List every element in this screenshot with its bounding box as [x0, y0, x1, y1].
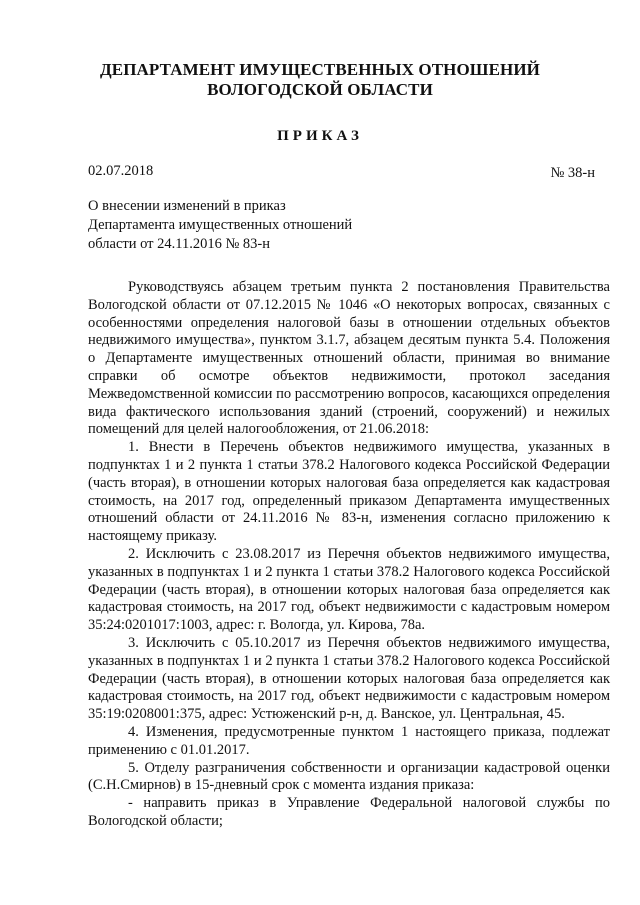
document-title: ПРИКАЗ	[277, 128, 363, 144]
clause-paragraph: 2. Исключить с 23.08.2017 из Перечня объектов недвижимого имущества, указанных в подпунктах 1 и 2 пункта 1 статьи 378.2 Налогового кодекса Российской Федерации (часть вторая), в отношении которых налоговая база определяется как кадастровая стоимость, на 2017 год, объект недвижимости с кадастровым номером 35:24:0201017:1003, адрес: г. Вологда, ул. Кирова, 78а.	[88, 545, 610, 634]
subject-line: О внесении изменений в приказ	[88, 198, 286, 214]
sub-clause-paragraph: - направить приказ в Управление Федеральной налоговой службы по Вологодской области;	[88, 795, 610, 829]
order-date: 02.07.2018	[88, 163, 154, 179]
preamble-paragraph: Руководствуясь абзацем третьим пункта 2 постановления Правительства Вологодской области от 07.12.2015 № 1046 «О некоторых вопросах, связанных с особенностями определения налоговой базы в отношении отдельных объектов недвижимого имущества», пунктом 3.1.7, абзацем десятым пункта 5.4. Положения о Департаменте имущественных отношений области, принимая во внимание справки об осмотре объектов недвижимости, протокол заседания Межведомственной комиссии по рассмотрению вопросов, касающихся определения вида фактического использования зданий (строений, сооружений) и нежилых помещений для целей налогообложения, от 21.06.2018:	[88, 279, 610, 438]
region-name-line: ВОЛОГОДСКОЙ ОБЛАСТИ	[207, 80, 433, 99]
clause-paragraph: 3. Исключить с 05.10.2017 из Перечня объектов недвижимого имущества, указанных в подпунктах 1 и 2 пункта 1 статьи 378.2 Налогового кодекса Российской Федерации (часть вторая), в отношении которых налоговая база определяется как кадастровая стоимость, на 2017 год, объект недвижимости с кадастровым номером 35:19:0208001:375, адрес: Устюженский р-н, д. Ванское, ул. Центральная, 45.	[88, 634, 610, 723]
order-subject	[88, 197, 352, 254]
clause-paragraph: 4. Изменения, предусмотренные пунктом 1 настоящего приказа, подлежат применению с 01.01.2017.	[88, 723, 610, 758]
order-body	[88, 279, 610, 831]
subject-line: области от 24.11.2016 № 83-н	[88, 236, 271, 252]
department-name-line: ДЕПАРТАМЕНТ ИМУЩЕСТВЕННЫХ ОТНОШЕНИЙ	[100, 60, 540, 79]
department-header	[0, 60, 640, 100]
clause-paragraph: 5. Отделу разграничения собственности и организации кадастровой оценки (С.Н.Смирнов) в 15-дневный срок с момента издания приказа:	[88, 759, 610, 794]
order-number: № 38-н	[550, 165, 595, 181]
subject-line: Департамента имущественных отношений	[88, 217, 353, 233]
clause-paragraph: 1. Внести в Перечень объектов недвижимого имущества, указанных в подпунктах 1 и 2 пункта 1 статьи 378.2 Налогового кодекса Российской Федерации (часть вторая), в отношении которых налоговая база определяется как кадастровая стоимость, на 2017 год, определенный приказом Департамента имущественных отношений области от 24.11.2016 № 83-н, изменения согласно приложению к настоящему приказу.	[88, 439, 610, 545]
